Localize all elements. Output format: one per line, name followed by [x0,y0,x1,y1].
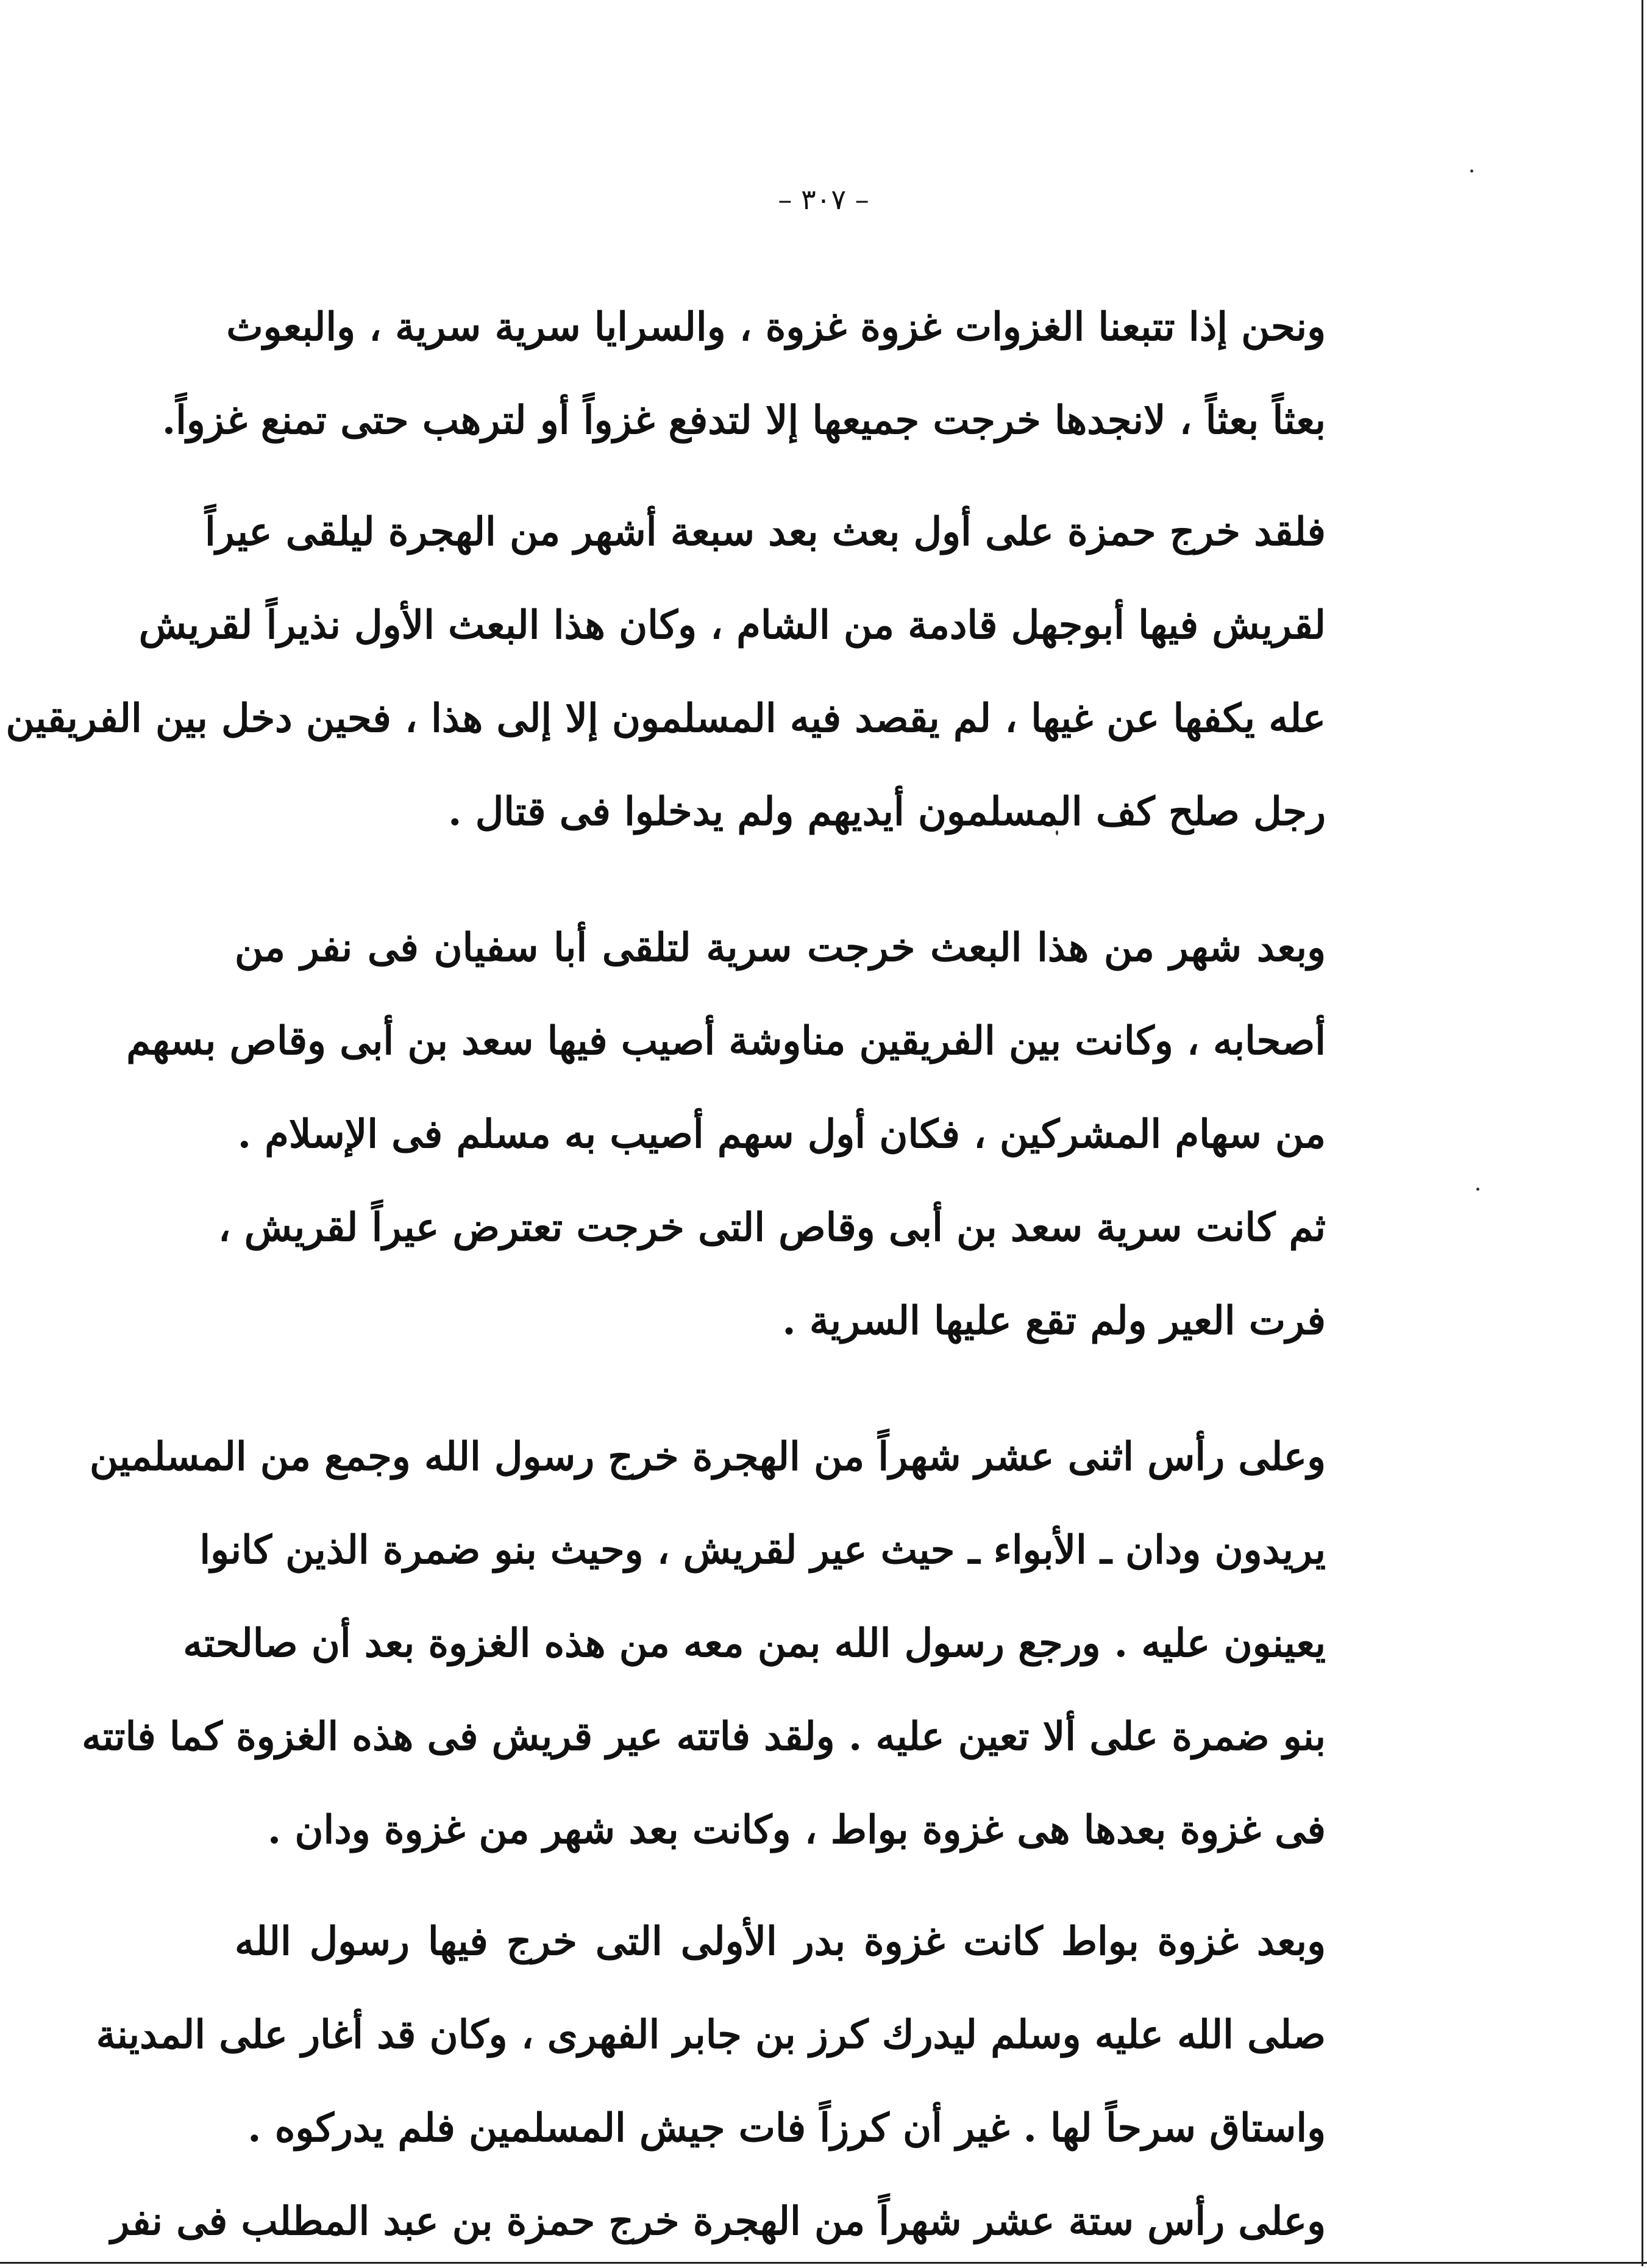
text-line: عله يكفها عن غيها ، لم يقصد فيه المسلمون إلا إلى هذا ، فحين دخل بين الفريقين [5,696,1326,741]
text-line: وبعد غزوة بواط كانت غزوة بدر الأولى التى خرج فيها رسول الله [235,1919,1326,1964]
text-line: وعلى رأس ستة عشر شهراً من الهجرة خرج حمزة بن عبد المطلب فى نفر [110,2198,1326,2244]
text-line: فى غزوة بعدها هى غزوة بواط ، وكانت بعد شهر من غزوة ودان . [267,1807,1326,1853]
text-line: بنو ضمرة على ألا تعين عليه . ولقد فاتته عير قريش فى هذه الغزوة كما فاتته [82,1714,1326,1760]
paragraph [162,280,1326,467]
text-line: صلى الله عليه وسلم ليدرك كرز بن جابر الفهرى ، وكان قد أغار على المدينة [96,2012,1326,2058]
text-line: فلقد خرج حمزة على أول بعث بعد سبعة أشهر من الهجرة ليلقى عيراً [204,509,1326,555]
page-edge-right [1642,0,1643,2266]
paragraph [82,1410,1326,1877]
paragraph [126,901,1326,1181]
text-line: رجل صلح كف المسلمون أيديهم ولم يدخلوا فى قتال . [448,789,1326,835]
text-line: وبعد شهر من هذا البعث خرجت سرية لتلقى أبا سفيان فى نفر من [235,925,1326,971]
paragraph [5,485,1326,858]
text-line: بعثاً بعثاً ، لانجدها خرجت جميعها إلا لتدفع غزواً أو لترهب حتى تمنع غزواً. [162,398,1326,443]
text-line: وعلى رأس اثنى عشر شهراً من الهجرة خرج رسول الله وجمع من المسلمين [90,1434,1326,1480]
scan-speck [1476,1188,1479,1191]
text-line: أصحابه ، وكانت بين الفريقين مناوشة أصيب فيها سعد بن أبى وقاص بسهم [126,1018,1326,1064]
text-line: لقريش فيها أبوجهل قادمة من الشام ، وكان هذا البعث الأول نذيراً لقريش [138,602,1326,648]
page-number: – ٣٠٧ – [778,183,869,216]
text-line: فرت العير ولم تقع عليها السرية . [782,1298,1326,1344]
paragraph [96,1895,1326,2175]
text-line: ثم كانت سرية سعد بن أبى وقاص التى خرجت تعترض عيراً لقريش ، [218,1205,1326,1250]
paragraph [218,1181,1326,1368]
paragraph [110,2175,1326,2268]
text-line: واستاق سرحاً لها . غير أن كرزاً فات جيش المسلمين فلم يدركوه . [247,2105,1326,2151]
text-line: يريدون ودان ـ الأبواء ـ حيث عير لقريش ، وحيث بنو ضمرة الذين كانوا [199,1527,1326,1573]
text-line: من سهام المشركين ، فكان أول سهم أصيب به مسلم فى الإسلام . [237,1111,1326,1157]
scan-speck [1470,169,1473,173]
text-line: ونحن إذا تتبعنا الغزوات غزوة غزوة ، والسرايا سرية سرية ، والبعوث [226,304,1326,350]
body-text [5,280,1326,2268]
text-line: يعينون عليه . ورجع رسول الله بمن معه من هذه الغزوة بعد أن صالحته [183,1621,1326,1666]
